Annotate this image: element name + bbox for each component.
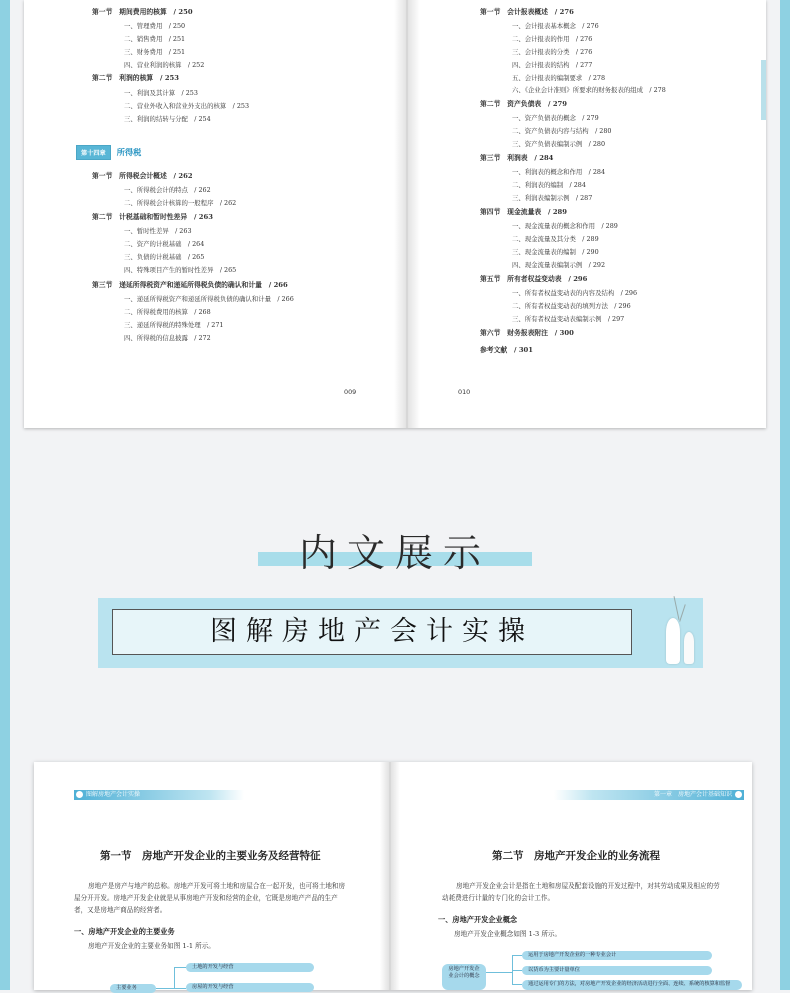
- chapter-heading: [76, 145, 141, 160]
- toc-section-entry: 第四节 现金流量表 / 289: [480, 208, 568, 216]
- diagram-connector: [174, 967, 175, 989]
- toc-item-entry: 一、管理费用 / 250: [124, 22, 186, 30]
- section-heading: [258, 522, 532, 575]
- toc-item-entry: 三、利润的结转与分配 / 254: [124, 115, 211, 123]
- toc-section-entry: 第一节 期间费用的核算 / 250: [92, 8, 193, 16]
- toc-gutter: [394, 0, 420, 428]
- toc-item-entry: 四、所得税的信息披露 / 272: [124, 334, 211, 342]
- diagram-node: 以货币为主要计量单位: [522, 966, 712, 975]
- toc-section-entry: 第三节 利润表 / 284: [480, 154, 554, 162]
- toc-item-entry: 二、资产的计税基础 / 264: [124, 240, 205, 248]
- diagram-connector: [174, 967, 186, 968]
- toc-item-entry: 一、递延所得税资产和递延所得税负债的确认和计量 / 266: [124, 295, 294, 303]
- toc-item-entry: 二、现金流量及其分类 / 289: [512, 235, 599, 243]
- header-dot-icon: [735, 791, 742, 798]
- toc-item-entry: 六、《企业会计准则》所要求的财务报表的组成 / 278: [512, 86, 666, 94]
- right-sub-paragraph: 房地产开发企业概念如图 1-3 所示。: [454, 930, 562, 938]
- toc-reference-entry: 参考文献 / 301: [480, 346, 534, 354]
- toc-item-entry: 三、资产负债表编制示例 / 280: [512, 140, 606, 148]
- toc-section-entry: 第二节 资产负债表 / 279: [480, 100, 568, 108]
- book-title-box: [112, 609, 632, 655]
- toc-item-entry: 四、会计报表的结构 / 277: [512, 61, 593, 69]
- right-subheading: 一、房地产开发企业概念: [438, 915, 518, 924]
- content-spread: [34, 762, 752, 990]
- right-paragraph: 房地产开发企业会计是指在土地和房屋及配套设施的开发过程中，对其劳动成果及相应的劳动耗费进行计量的专门化的会计工作。: [442, 882, 720, 902]
- section-heading-text: 内文展示: [298, 531, 491, 575]
- toc-item-entry: 二、所得税会计核算的一般程序 / 262: [124, 199, 237, 207]
- left-page-number: 009: [344, 388, 357, 396]
- toc-section-entry: 第一节 所得税会计概述 / 262: [92, 172, 193, 180]
- toc-left-page: [24, 0, 394, 428]
- vase-icon: [684, 632, 694, 664]
- right-header-text: 第一章 房地产会计基础知识: [653, 791, 732, 798]
- diagram-connector: [512, 955, 522, 956]
- left-paragraph: 房地产是房产与地产的总称。房地产开发可将土地和房屋合在一起开发，也可将土地和房屋分开开发。房地产开发企业就是从事房地产开发和经营的企业，它既是房地产产品的生产者，又是房地产商品的经营者。: [74, 882, 346, 914]
- toc-item-entry: 三、递延所得税的特殊处理 / 271: [124, 321, 224, 329]
- toc-item-entry: 一、利润及其计算 / 253: [124, 89, 198, 97]
- left-running-header: [74, 790, 244, 800]
- chapter-title: 所得税: [116, 147, 142, 157]
- toc-section-entry: 第三节 递延所得税资产和递延所得税负债的确认和计量 / 266: [92, 281, 288, 289]
- toc-item-entry: 三、负债的计税基础 / 265: [124, 253, 205, 261]
- branch-icon: [674, 596, 680, 620]
- toc-item-entry: 四、现金流量表编制示例 / 292: [512, 261, 606, 269]
- toc-item-entry: 三、会计报表的分类 / 276: [512, 48, 593, 56]
- toc-section-entry: 第六节 财务报表附注 / 300: [480, 329, 574, 337]
- toc-item-entry: 三、现金流量表的编制 / 290: [512, 248, 599, 256]
- toc-item-entry: 四、特殊项目产生的暂时性差异 / 265: [124, 266, 237, 274]
- toc-item-entry: 一、资产负债表的概念 / 279: [512, 114, 599, 122]
- toc-item-entry: 三、财务费用 / 251: [124, 48, 186, 56]
- branch-icon: [679, 604, 686, 621]
- book-title-banner: [98, 598, 703, 668]
- diagram-connector: [174, 988, 186, 989]
- book-title-text: 图解房地产会计实操: [210, 616, 534, 647]
- toc-item-entry: 一、会计报表基本概念 / 276: [512, 22, 599, 30]
- toc-spread: [24, 0, 766, 428]
- toc-item-entry: 二、利润表的编制 / 284: [512, 181, 586, 189]
- diagram-node: 通过运用专门的方法，对房地产开发企业的经济活动进行全面、连续、系统的核算和监督: [522, 980, 742, 990]
- left-subheading: 一、房地产开发企业的主要业务: [74, 927, 175, 936]
- diagram-node: 运用于房地产开发企业的一种专业会计: [522, 951, 712, 960]
- toc-section-entry: 第二节 计税基础和暂时性差异 / 263: [92, 213, 213, 221]
- diagram-connector: [512, 984, 522, 985]
- diagram-root-node: 房地产开发企业会计的概念: [442, 964, 486, 990]
- toc-item-entry: 一、所得税会计的特点 / 262: [124, 186, 211, 194]
- left-header-text: 图解房地产会计实操: [86, 791, 141, 798]
- diagram-connector: [512, 970, 522, 971]
- vase-icon: [666, 618, 680, 664]
- toc-item-entry: 二、销售费用 / 251: [124, 35, 186, 43]
- toc-item-entry: 三、利润表编制示例 / 287: [512, 194, 593, 202]
- toc-item-entry: 一、利润表的概念和作用 / 284: [512, 168, 606, 176]
- diagram-root-node: 主要业务: [110, 984, 156, 993]
- toc-item-entry: 二、所有者权益变动表的填列方法 / 296: [512, 302, 631, 310]
- diagram-connector: [486, 972, 512, 973]
- toc-item-entry: 二、所得税费用的核算 / 268: [124, 308, 211, 316]
- diagram-connector: [156, 988, 174, 989]
- right-section-title: 第二节 房地产开发企业的业务流程: [492, 850, 660, 862]
- diagram-node: 土地的开发与经营: [186, 963, 314, 972]
- toc-item-entry: 一、现金流量表的概念和作用 / 289: [512, 222, 618, 230]
- toc-item-entry: 一、暂时性差异 / 263: [124, 227, 192, 235]
- left-sub-paragraph: 房地产开发企业的主要业务如图 1-1 所示。: [88, 942, 215, 950]
- left-section-title: 第一节 房地产开发企业的主要业务及经营特征: [100, 850, 321, 862]
- toc-item-entry: 二、会计报表的作用 / 276: [512, 35, 593, 43]
- content-gutter: [380, 762, 400, 990]
- toc-item-entry: 五、会计报表的编制要求 / 278: [512, 74, 606, 82]
- toc-item-entry: 三、所有者权益变动表编制示例 / 297: [512, 315, 625, 323]
- toc-item-entry: 二、营业外收入和营业外支出的核算 / 253: [124, 102, 250, 110]
- toc-item-entry: 一、所有者权益变动表的内容及结构 / 296: [512, 289, 638, 297]
- toc-section-entry: 第一节 会计报表概述 / 276: [480, 8, 574, 16]
- right-running-header: [554, 790, 744, 800]
- diagram-node: 房屋的开发与经营: [186, 983, 314, 992]
- toc-right-page: [420, 0, 766, 428]
- toc-section-entry: 第五节 所有者权益变动表 / 296: [480, 275, 588, 283]
- toc-section-entry: 第二节 利润的核算 / 253: [92, 74, 180, 82]
- right-page-number: 010: [458, 388, 471, 396]
- toc-item-entry: 四、营业利润的核算 / 252: [124, 61, 205, 69]
- toc-item-entry: 二、资产负债表内容与结构 / 280: [512, 127, 612, 135]
- header-dot-icon: [76, 791, 83, 798]
- chapter-badge: 第十四章: [76, 145, 111, 160]
